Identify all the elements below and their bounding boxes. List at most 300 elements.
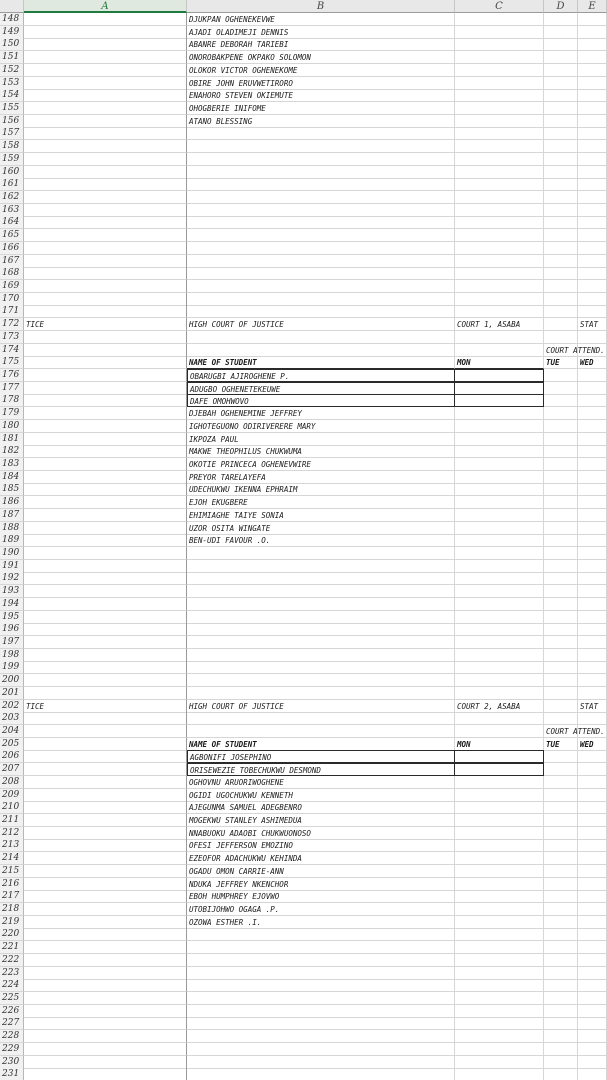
cell-d[interactable] xyxy=(544,839,578,852)
cell-d[interactable] xyxy=(544,814,578,827)
cell-b[interactable] xyxy=(187,712,455,725)
cell-b[interactable]: ATANO BLESSING xyxy=(187,115,455,128)
cell-b[interactable]: OZOWA ESTHER .I. xyxy=(187,916,455,929)
cell-a[interactable] xyxy=(24,127,187,140)
cell-c[interactable] xyxy=(455,344,544,357)
row-number[interactable]: 229 xyxy=(0,1043,24,1056)
cell-a[interactable] xyxy=(24,178,187,191)
cell-e[interactable] xyxy=(578,712,607,725)
cell-c[interactable] xyxy=(455,483,544,496)
cell-e[interactable] xyxy=(578,242,607,255)
cell-d[interactable] xyxy=(544,483,578,496)
cell-e[interactable] xyxy=(578,827,607,840)
cell-b[interactable] xyxy=(187,191,455,204)
cell-a[interactable] xyxy=(24,1005,187,1018)
cell-c[interactable] xyxy=(455,1056,544,1069)
cell-c[interactable] xyxy=(455,140,544,153)
cell-e[interactable] xyxy=(578,394,607,407)
cell-a[interactable] xyxy=(24,255,187,268)
cell-b[interactable] xyxy=(187,967,455,980)
cell-e[interactable] xyxy=(578,1017,607,1030)
cell-c[interactable] xyxy=(455,572,544,585)
cell-d[interactable] xyxy=(544,700,578,713)
cell-e[interactable]: WED xyxy=(578,738,607,751)
cell-c[interactable] xyxy=(455,191,544,204)
cell-e[interactable] xyxy=(578,611,607,624)
cell-d[interactable] xyxy=(544,674,578,687)
cell-b[interactable] xyxy=(187,598,455,611)
row-number[interactable]: 199 xyxy=(0,661,24,674)
cell-e[interactable] xyxy=(578,674,607,687)
cell-e[interactable] xyxy=(578,38,607,51)
cell-a[interactable] xyxy=(24,522,187,535)
cell-e[interactable] xyxy=(578,153,607,166)
cell-e[interactable] xyxy=(578,267,607,280)
cell-a[interactable] xyxy=(24,153,187,166)
cell-a[interactable]: TICE xyxy=(24,700,187,713)
row-number[interactable]: 230 xyxy=(0,1056,24,1069)
cell-c[interactable] xyxy=(455,776,544,789)
cell-e[interactable] xyxy=(578,102,607,115)
cell-d[interactable] xyxy=(544,1043,578,1056)
cell-e[interactable] xyxy=(578,115,607,128)
cell-c[interactable] xyxy=(455,725,544,738)
row-number[interactable]: 196 xyxy=(0,623,24,636)
cell-e[interactable] xyxy=(578,204,607,217)
cell-b[interactable] xyxy=(187,611,455,624)
cell-b[interactable] xyxy=(187,674,455,687)
cell-d[interactable] xyxy=(544,64,578,77)
cell-d[interactable] xyxy=(544,331,578,344)
cell-d[interactable]: COURT ATTEND. xyxy=(546,727,605,737)
cell-d[interactable] xyxy=(544,1005,578,1018)
cell-b[interactable] xyxy=(187,293,455,306)
cell-c[interactable] xyxy=(455,547,544,560)
cell-a[interactable] xyxy=(24,992,187,1005)
cell-c[interactable] xyxy=(455,928,544,941)
cell-e[interactable] xyxy=(578,661,607,674)
cell-c[interactable] xyxy=(455,496,544,509)
row-number[interactable]: 207 xyxy=(0,763,24,776)
cell-a[interactable] xyxy=(24,903,187,916)
cell-a[interactable] xyxy=(24,420,187,433)
cell-d[interactable] xyxy=(544,954,578,967)
cell-d[interactable] xyxy=(544,1017,578,1030)
cell-b[interactable] xyxy=(187,725,455,738)
cell-e[interactable] xyxy=(578,598,607,611)
cell-b[interactable]: IGHOTEGUONO ODIRIVERERE MARY xyxy=(187,420,455,433)
cell-b[interactable] xyxy=(187,331,455,344)
cell-e[interactable]: STAT xyxy=(578,700,607,713)
cell-c[interactable] xyxy=(455,1017,544,1030)
cell-e[interactable] xyxy=(578,26,607,39)
cell-e[interactable] xyxy=(578,839,607,852)
row-number[interactable]: 159 xyxy=(0,153,24,166)
cell-a[interactable] xyxy=(24,216,187,229)
cell-d[interactable] xyxy=(544,776,578,789)
cell-b[interactable] xyxy=(187,216,455,229)
cell-a[interactable] xyxy=(24,229,187,242)
row-number[interactable]: 213 xyxy=(0,839,24,852)
cell-c[interactable] xyxy=(455,865,544,878)
cell-e[interactable] xyxy=(578,649,607,662)
cell-e[interactable] xyxy=(578,1056,607,1069)
row-number[interactable]: 198 xyxy=(0,649,24,662)
row-number[interactable]: 155 xyxy=(0,102,24,115)
cell-b[interactable]: NDUKA JEFFREY NKENCHOR xyxy=(187,878,455,891)
cell-c[interactable] xyxy=(455,852,544,865)
cell-d[interactable] xyxy=(544,827,578,840)
cell-c[interactable] xyxy=(455,267,544,280)
cell-d[interactable] xyxy=(544,979,578,992)
cell-a[interactable] xyxy=(24,916,187,929)
cell-c[interactable]: COURT 1, ASABA xyxy=(455,318,544,331)
cell-a[interactable] xyxy=(24,305,187,318)
row-number[interactable]: 184 xyxy=(0,471,24,484)
cell-d[interactable] xyxy=(544,369,578,382)
cell-a[interactable] xyxy=(24,534,187,547)
cell-d[interactable]: COURT ATTEND. xyxy=(546,345,605,355)
cell-b[interactable] xyxy=(187,1056,455,1069)
cell-c[interactable] xyxy=(455,127,544,140)
row-number[interactable]: 194 xyxy=(0,598,24,611)
row-number[interactable]: 211 xyxy=(0,814,24,827)
row-number[interactable]: 188 xyxy=(0,522,24,535)
row-number[interactable]: 203 xyxy=(0,712,24,725)
cell-e[interactable] xyxy=(578,255,607,268)
cell-e[interactable] xyxy=(578,928,607,941)
cell-e[interactable] xyxy=(578,763,607,776)
cell-a[interactable] xyxy=(24,267,187,280)
cell-d[interactable] xyxy=(544,471,578,484)
cell-b[interactable] xyxy=(187,687,455,700)
cell-a[interactable] xyxy=(24,738,187,751)
cell-d[interactable] xyxy=(544,166,578,179)
cell-d[interactable] xyxy=(544,636,578,649)
cell-c[interactable] xyxy=(455,445,544,458)
cell-a[interactable] xyxy=(24,928,187,941)
cell-a[interactable] xyxy=(24,725,187,738)
row-number[interactable]: 160 xyxy=(0,166,24,179)
cell-b[interactable] xyxy=(187,1068,455,1080)
cell-b[interactable] xyxy=(187,928,455,941)
cell-e[interactable] xyxy=(578,878,607,891)
cell-c[interactable] xyxy=(455,1030,544,1043)
cell-a[interactable] xyxy=(24,13,187,26)
cell-b[interactable]: OBIRE JOHN ERUVWETIRORO xyxy=(187,77,455,90)
cell-d[interactable] xyxy=(544,547,578,560)
row-number[interactable]: 167 xyxy=(0,255,24,268)
cell-d[interactable] xyxy=(544,1056,578,1069)
cell-e[interactable] xyxy=(578,127,607,140)
row-number[interactable]: 149 xyxy=(0,26,24,39)
cell-d[interactable] xyxy=(544,852,578,865)
row-number[interactable]: 156 xyxy=(0,115,24,128)
cell-e[interactable] xyxy=(578,979,607,992)
cell-b[interactable] xyxy=(187,954,455,967)
cell-a[interactable] xyxy=(24,433,187,446)
cell-b[interactable] xyxy=(187,623,455,636)
row-number[interactable]: 180 xyxy=(0,420,24,433)
cell-a[interactable] xyxy=(24,77,187,90)
cell-d[interactable] xyxy=(544,903,578,916)
cell-b[interactable] xyxy=(187,636,455,649)
cell-b[interactable]: HIGH COURT OF JUSTICE xyxy=(187,700,455,713)
cell-e[interactable] xyxy=(578,852,607,865)
row-number[interactable]: 175 xyxy=(0,356,24,369)
cell-d[interactable] xyxy=(544,890,578,903)
cell-b[interactable]: DJEBAH OGHENEMINE JEFFREY xyxy=(187,407,455,420)
cell-c[interactable] xyxy=(455,229,544,242)
row-number[interactable]: 191 xyxy=(0,560,24,573)
row-number[interactable]: 158 xyxy=(0,140,24,153)
cell-c[interactable] xyxy=(455,255,544,268)
cell-a[interactable] xyxy=(24,560,187,573)
cell-c[interactable] xyxy=(455,878,544,891)
cell-b[interactable]: DAFE OMOHWOVO xyxy=(187,394,455,407)
cell-e[interactable] xyxy=(578,636,607,649)
row-number[interactable]: 154 xyxy=(0,89,24,102)
cell-e[interactable] xyxy=(578,547,607,560)
cell-c[interactable] xyxy=(455,216,544,229)
cell-d[interactable] xyxy=(544,13,578,26)
cell-a[interactable] xyxy=(24,827,187,840)
row-number[interactable]: 189 xyxy=(0,534,24,547)
cell-a[interactable] xyxy=(24,331,187,344)
cell-c[interactable] xyxy=(455,789,544,802)
cell-a[interactable] xyxy=(24,852,187,865)
cell-b[interactable]: BEN-UDI FAVOUR .O. xyxy=(187,534,455,547)
row-number[interactable]: 217 xyxy=(0,890,24,903)
cell-c[interactable] xyxy=(455,280,544,293)
cell-d[interactable] xyxy=(544,445,578,458)
cell-c[interactable] xyxy=(455,903,544,916)
cell-e[interactable] xyxy=(578,890,607,903)
cell-c[interactable] xyxy=(455,623,544,636)
select-all-corner[interactable] xyxy=(0,0,24,13)
cell-a[interactable] xyxy=(24,979,187,992)
cell-b[interactable] xyxy=(187,242,455,255)
cell-b[interactable] xyxy=(187,255,455,268)
cell-a[interactable] xyxy=(24,382,187,395)
cell-e[interactable] xyxy=(578,941,607,954)
cell-d[interactable]: TUE xyxy=(544,356,578,369)
cell-a[interactable] xyxy=(24,64,187,77)
cell-d[interactable] xyxy=(544,255,578,268)
cell-d[interactable] xyxy=(544,1068,578,1080)
cell-a[interactable] xyxy=(24,26,187,39)
cell-b[interactable]: EBOH HUMPHREY EJOVWO xyxy=(187,890,455,903)
cell-b[interactable] xyxy=(187,1005,455,1018)
row-number[interactable]: 214 xyxy=(0,852,24,865)
cell-b[interactable]: ONOROBAKPENE OKPAKO SOLOMON xyxy=(187,51,455,64)
cell-c[interactable] xyxy=(455,153,544,166)
cell-a[interactable] xyxy=(24,293,187,306)
cell-e[interactable] xyxy=(578,776,607,789)
cell-a[interactable] xyxy=(24,51,187,64)
row-number[interactable]: 218 xyxy=(0,903,24,916)
cell-c[interactable] xyxy=(455,763,544,776)
cell-a[interactable] xyxy=(24,941,187,954)
cell-b[interactable] xyxy=(187,280,455,293)
cell-a[interactable] xyxy=(24,394,187,407)
row-number[interactable]: 225 xyxy=(0,992,24,1005)
cell-d[interactable] xyxy=(544,941,578,954)
cell-d[interactable] xyxy=(544,649,578,662)
column-header-b[interactable]: B xyxy=(187,0,455,13)
column-header-c[interactable]: C xyxy=(455,0,544,13)
cell-c[interactable] xyxy=(455,242,544,255)
cell-a[interactable] xyxy=(24,839,187,852)
cell-b[interactable]: AGBONIFI JOSEPHINO xyxy=(187,750,455,763)
cell-b[interactable] xyxy=(187,229,455,242)
row-number[interactable]: 164 xyxy=(0,216,24,229)
cell-a[interactable] xyxy=(24,115,187,128)
cell-b[interactable] xyxy=(187,140,455,153)
cell-b[interactable]: EHIMIAGHE TAIYE SONIA xyxy=(187,509,455,522)
cell-b[interactable]: HIGH COURT OF JUSTICE xyxy=(187,318,455,331)
cell-c[interactable] xyxy=(455,471,544,484)
cell-a[interactable] xyxy=(24,1068,187,1080)
cell-c[interactable] xyxy=(455,992,544,1005)
cell-d[interactable] xyxy=(544,407,578,420)
cell-d[interactable] xyxy=(544,191,578,204)
row-number[interactable]: 148 xyxy=(0,13,24,26)
cell-e[interactable] xyxy=(578,483,607,496)
column-header-d[interactable]: D xyxy=(544,0,578,13)
cell-a[interactable] xyxy=(24,369,187,382)
row-number[interactable]: 224 xyxy=(0,979,24,992)
cell-a[interactable] xyxy=(24,801,187,814)
cell-d[interactable] xyxy=(544,572,578,585)
cell-b[interactable] xyxy=(187,979,455,992)
row-number[interactable]: 193 xyxy=(0,585,24,598)
cell-c[interactable] xyxy=(455,649,544,662)
cell-b[interactable]: UDECHUKWU IKENNA EPHRAIM xyxy=(187,483,455,496)
cell-d[interactable] xyxy=(544,623,578,636)
cell-d[interactable] xyxy=(544,992,578,1005)
cell-a[interactable] xyxy=(24,712,187,725)
row-number[interactable]: 153 xyxy=(0,77,24,90)
cell-c[interactable] xyxy=(455,204,544,217)
cell-e[interactable] xyxy=(578,89,607,102)
cell-a[interactable] xyxy=(24,954,187,967)
cell-e[interactable] xyxy=(578,369,607,382)
cell-a[interactable] xyxy=(24,865,187,878)
cell-d[interactable] xyxy=(544,394,578,407)
cell-b[interactable] xyxy=(187,649,455,662)
cell-c[interactable] xyxy=(455,916,544,929)
cell-e[interactable] xyxy=(578,534,607,547)
cell-d[interactable] xyxy=(544,750,578,763)
cell-b[interactable] xyxy=(187,661,455,674)
cell-b[interactable]: EZEOFOR ADACHUKWU KEHINDA xyxy=(187,852,455,865)
cell-c[interactable]: MON xyxy=(455,738,544,751)
cell-e[interactable] xyxy=(578,1068,607,1080)
cell-d[interactable] xyxy=(544,598,578,611)
cell-d[interactable] xyxy=(544,522,578,535)
cell-d[interactable] xyxy=(544,178,578,191)
cell-a[interactable] xyxy=(24,1043,187,1056)
cell-b[interactable]: ABANRE DEBORAH TARIEBI xyxy=(187,38,455,51)
row-number[interactable]: 181 xyxy=(0,433,24,446)
cell-c[interactable]: COURT 2, ASABA xyxy=(455,700,544,713)
row-number[interactable]: 227 xyxy=(0,1017,24,1030)
row-number[interactable]: 179 xyxy=(0,407,24,420)
row-number[interactable]: 170 xyxy=(0,293,24,306)
row-number[interactable]: 178 xyxy=(0,394,24,407)
row-number[interactable]: 183 xyxy=(0,458,24,471)
cell-b[interactable] xyxy=(187,166,455,179)
row-number[interactable]: 231 xyxy=(0,1068,24,1080)
cell-c[interactable] xyxy=(455,890,544,903)
cell-c[interactable] xyxy=(455,89,544,102)
cell-e[interactable] xyxy=(578,750,607,763)
cell-c[interactable] xyxy=(455,458,544,471)
row-number[interactable]: 210 xyxy=(0,801,24,814)
cell-c[interactable] xyxy=(455,115,544,128)
cell-b[interactable]: NNABUOKU ADAOBI CHUKWUONOSO xyxy=(187,827,455,840)
cell-c[interactable] xyxy=(455,534,544,547)
row-number[interactable]: 151 xyxy=(0,51,24,64)
cell-e[interactable] xyxy=(578,967,607,980)
cell-d[interactable] xyxy=(544,89,578,102)
cell-d[interactable] xyxy=(544,687,578,700)
row-number[interactable]: 173 xyxy=(0,331,24,344)
cell-c[interactable] xyxy=(455,77,544,90)
cell-a[interactable] xyxy=(24,789,187,802)
cell-a[interactable] xyxy=(24,750,187,763)
cell-e[interactable] xyxy=(578,420,607,433)
row-number[interactable]: 186 xyxy=(0,496,24,509)
cell-d[interactable] xyxy=(544,916,578,929)
cell-e[interactable]: STAT xyxy=(578,318,607,331)
cell-d[interactable] xyxy=(544,661,578,674)
cell-b[interactable]: EJOH EKUGBERE xyxy=(187,496,455,509)
cell-e[interactable] xyxy=(578,992,607,1005)
cell-b[interactable]: AJADI OLADIMEJI DENNIS xyxy=(187,26,455,39)
cell-b[interactable] xyxy=(187,305,455,318)
cell-a[interactable] xyxy=(24,1056,187,1069)
cell-c[interactable] xyxy=(455,331,544,344)
cell-d[interactable] xyxy=(544,1030,578,1043)
cell-b[interactable] xyxy=(187,560,455,573)
cell-c[interactable] xyxy=(455,801,544,814)
row-number[interactable]: 182 xyxy=(0,445,24,458)
cell-e[interactable] xyxy=(578,166,607,179)
cell-c[interactable] xyxy=(455,64,544,77)
row-number[interactable]: 228 xyxy=(0,1030,24,1043)
cell-b[interactable] xyxy=(187,1017,455,1030)
cell-c[interactable] xyxy=(455,305,544,318)
row-number[interactable]: 168 xyxy=(0,267,24,280)
cell-e[interactable] xyxy=(578,293,607,306)
row-number[interactable]: 212 xyxy=(0,827,24,840)
cell-c[interactable] xyxy=(455,1068,544,1080)
row-number[interactable]: 208 xyxy=(0,776,24,789)
row-number[interactable]: 209 xyxy=(0,789,24,802)
cell-b[interactable]: OGHOVNU ARUORIWOGHENE xyxy=(187,776,455,789)
cell-b[interactable] xyxy=(187,572,455,585)
cell-b[interactable] xyxy=(187,127,455,140)
cell-b[interactable]: IKPOZA PAUL xyxy=(187,433,455,446)
cell-a[interactable] xyxy=(24,509,187,522)
cell-c[interactable] xyxy=(455,433,544,446)
cell-c[interactable] xyxy=(455,661,544,674)
cell-a[interactable] xyxy=(24,611,187,624)
cell-e[interactable] xyxy=(578,13,607,26)
row-number[interactable]: 215 xyxy=(0,865,24,878)
